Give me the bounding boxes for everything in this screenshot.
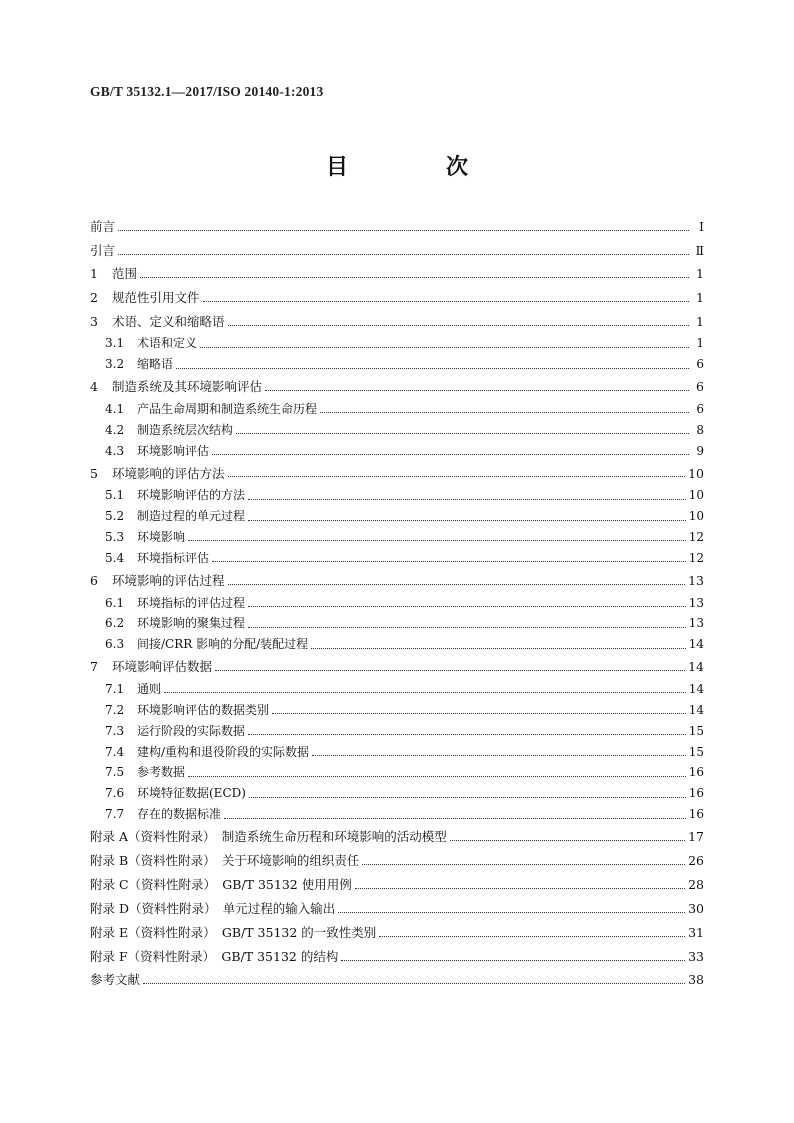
toc-entry-label: 环境影响评估数据 [112,659,213,675]
toc-entry-page-number: 13 [688,616,704,631]
toc-entry-label: 通则 [137,681,162,696]
toc-entry-page-number: 14 [688,681,704,696]
toc-dot-leader [355,887,685,889]
toc-entry-number: 7.2 [105,702,125,717]
toc-entry-label: 环境影响评估的方法 [137,488,246,503]
table-of-contents [90,215,704,992]
toc-dot-leader [200,346,689,348]
toc-entry-page-number: 26 [688,853,704,868]
toc-entry-label: 制造系统及其环境影响评估 [112,379,263,395]
toc-entry[interactable] [90,506,704,527]
toc-dot-leader [188,775,686,777]
toc-dot-leader [188,539,686,541]
toc-dot-leader [176,367,689,369]
toc-entry[interactable] [90,375,704,399]
toc-entry-label: 术语和定义 [137,336,198,351]
toc-entry-label: 运行阶段的实际数据 [137,723,246,738]
toc-entry-page-number: 28 [688,876,704,892]
toc-entry-page-number: 38 [688,972,704,988]
toc-entry-page-number: 13 [688,595,704,610]
toc-entry-number: 4 [90,379,98,395]
toc-entry-label: 存在的数据标准 [137,807,222,822]
toc-entry-label: 环境指标评估 [137,550,210,565]
toc-dot-leader [228,475,686,477]
toc-entry[interactable] [90,569,704,593]
toc-entry-label: 附录 C（资料性附录） GB/T 35132 使用用例 [90,876,352,892]
toc-entry[interactable] [90,239,704,263]
toc-dot-leader [118,229,689,231]
toc-entry-number: 4.3 [105,443,125,458]
toc-entry[interactable] [90,215,704,239]
toc-entry[interactable] [90,742,704,763]
toc-dot-leader [248,605,686,607]
toc-entry[interactable] [90,333,704,354]
toc-dot-leader [164,691,686,693]
toc-entry-page-number: 6 [696,401,704,416]
toc-entry-label: 附录 E（资料性附录） GB/T 35132 的一致性类别 [90,924,377,940]
toc-entry-number: 7 [90,659,98,675]
toc-entry-label: 环境特征数据(ECD) [137,786,246,801]
toc-entry[interactable] [90,613,704,634]
toc-entry-page-number: 1 [696,313,704,329]
toc-entry[interactable] [90,462,704,486]
toc-entry-label: 引言 [90,242,116,258]
toc-entry-page-number: 6 [696,379,704,395]
toc-entry-label: 制造过程的单元过程 [137,509,246,524]
toc-dot-leader [312,754,686,756]
toc-entry-label: 环境影响 [137,530,186,545]
toc-entry-page-number: 31 [688,924,704,940]
toc-entry[interactable] [90,441,704,462]
toc-entry[interactable] [90,262,704,286]
toc-dot-leader [212,453,689,455]
toc-dot-leader [118,253,689,255]
toc-entry[interactable] [90,921,704,945]
toc-entry[interactable] [90,825,704,849]
toc-entry-label: 环境影响评估 [137,443,210,458]
document-code: GB/T 35132.1—2017/ISO 20140-1:2013 [90,84,324,99]
toc-entry-number: 7.7 [105,807,125,822]
toc-dot-leader [228,324,689,326]
toc-entry-number: 3.1 [105,336,125,351]
toc-dot-leader [341,959,685,961]
toc-entry-label: 环境影响的聚集过程 [137,616,246,631]
toc-entry[interactable] [90,420,704,441]
toc-entry-label: 环境影响评估的数据类别 [137,702,270,717]
toc-entry[interactable] [90,804,704,825]
toc-dot-leader [272,712,686,714]
toc-entry-label: 术语、定义和缩略语 [112,313,225,329]
toc-dot-leader [248,519,686,521]
toc-entry-page-number: 33 [688,948,704,964]
toc-entry-page-number: 16 [688,765,704,780]
toc-entry-page-number: 10 [688,509,704,524]
toc-dot-leader [203,300,689,302]
toc-entry[interactable] [90,548,704,569]
toc-entry-number: 7.5 [105,765,125,780]
toc-entry-label: 缩略语 [137,357,174,372]
toc-entry-number: 7.1 [105,681,125,696]
toc-entry[interactable] [90,655,704,679]
toc-entry-number: 5 [90,465,98,481]
toc-entry-label: 产品生命周期和制造系统生命历程 [137,401,318,416]
toc-entry-number: 5.4 [105,550,125,565]
toc-entry-number: 7.6 [105,786,125,801]
toc-entry-number: 5.3 [105,530,125,545]
toc-entry-number: 3.2 [105,357,125,372]
toc-entry[interactable] [90,634,704,655]
toc-entry-number: 5.2 [105,509,125,524]
toc-dot-leader [248,733,686,735]
toc-entry-label: 环境影响的评估方法 [112,465,225,481]
toc-entry-page-number: 17 [688,829,704,845]
toc-dot-leader [249,796,686,798]
toc-entry-label: 附录 F（资料性附录） GB/T 35132 的结构 [90,948,339,964]
toc-entry[interactable] [90,286,704,310]
toc-entry-page-number: 8 [696,422,704,437]
toc-entry-page-number: Ⅱ [695,242,704,258]
toc-entry-page-number: 13 [688,572,704,588]
toc-entry[interactable] [90,485,704,506]
toc-entry[interactable] [90,897,704,921]
toc-entry-page-number: 12 [688,550,704,565]
toc-dot-leader [379,935,685,937]
toc-entry-label: 范围 [112,266,138,282]
toc-entry-page-number: 10 [688,488,704,503]
toc-dot-leader [362,863,685,865]
toc-dot-leader [143,982,685,984]
toc-entry-number: 2 [90,290,98,306]
toc-entry-page-number: 9 [696,443,704,458]
toc-entry[interactable] [90,968,704,992]
toc-dot-leader [228,583,686,585]
toc-entry-page-number: 12 [688,530,704,545]
toc-entry[interactable] [90,783,704,804]
toc-dot-leader [450,839,685,841]
toc-entry-number: 6 [90,572,98,588]
toc-entry-page-number: 14 [688,702,704,717]
toc-dot-leader [215,669,685,671]
toc-entry-label: 环境指标的评估过程 [137,595,246,610]
toc-dot-leader [311,647,686,649]
toc-entry-label: 前言 [90,219,116,234]
toc-entry-page-number: 1 [696,266,704,282]
toc-entry[interactable] [90,593,704,614]
toc-dot-leader [212,560,686,562]
toc-entry-page-number: 30 [688,900,704,916]
toc-dot-leader [248,498,686,500]
toc-entry-page-number: 15 [688,723,704,738]
toc-entry-page-number: 1 [696,336,704,351]
toc-entry-number: 4.2 [105,422,125,437]
toc-entry-number: 6.2 [105,616,125,631]
toc-entry-page-number: Ⅰ [699,219,704,234]
toc-entry-number: 3 [90,313,98,329]
toc-dot-leader [224,817,686,819]
toc-entry-number: 6.1 [105,595,125,610]
toc-entry-label: 制造系统层次结构 [137,422,234,437]
toc-dot-leader [236,432,689,434]
toc-entry-label: 环境影响的评估过程 [112,572,225,588]
page-title: 目 次 [325,155,506,180]
toc-entry-number: 7.3 [105,723,125,738]
toc-dot-leader [265,389,689,391]
toc-entry-page-number: 14 [688,637,704,652]
toc-entry[interactable] [90,399,704,420]
toc-entry-page-number: 14 [688,659,704,675]
toc-entry[interactable] [90,354,704,375]
toc-entry-number: 4.1 [105,401,125,416]
toc-entry-label: 间接/CRR 影响的分配/装配过程 [137,637,309,652]
toc-entry[interactable] [90,721,704,742]
toc-entry-page-number: 16 [688,786,704,801]
toc-dot-leader [320,411,689,413]
toc-entry-label: 参考数据 [137,765,186,780]
toc-entry-page-number: 1 [696,290,704,306]
toc-entry[interactable] [90,527,704,548]
toc-entry-page-number: 10 [688,465,704,481]
toc-dot-leader [338,911,685,913]
toc-entry-label: 附录 A（资料性附录） 制造系统生命历程和环境影响的活动模型 [90,829,447,845]
toc-entry[interactable] [90,873,704,897]
toc-entry-number: 1 [90,266,98,282]
toc-entry-label: 参考文献 [90,972,141,988]
toc-entry-page-number: 15 [688,744,704,759]
toc-entry-label: 建构/重构和退役阶段的实际数据 [137,744,310,759]
toc-entry[interactable] [90,762,704,783]
toc-dot-leader [140,276,689,278]
toc-entry-label: 规范性引用文件 [112,290,200,306]
toc-entry-number: 5.1 [105,488,125,503]
toc-dot-leader [248,626,686,628]
toc-entry-number: 7.4 [105,744,125,759]
toc-entry-page-number: 16 [688,807,704,822]
toc-entry[interactable] [90,945,704,969]
toc-entry-label: 附录 D（资料性附录） 单元过程的输入输出 [90,900,336,916]
toc-entry[interactable] [90,700,704,721]
toc-entry-number: 6.3 [105,637,125,652]
toc-entry-label: 附录 B（资料性附录） 关于环境影响的组织责任 [90,853,360,868]
toc-entry[interactable] [90,310,704,334]
toc-entry-page-number: 6 [696,357,704,372]
toc-entry[interactable] [90,679,704,700]
toc-entry[interactable] [90,849,704,873]
